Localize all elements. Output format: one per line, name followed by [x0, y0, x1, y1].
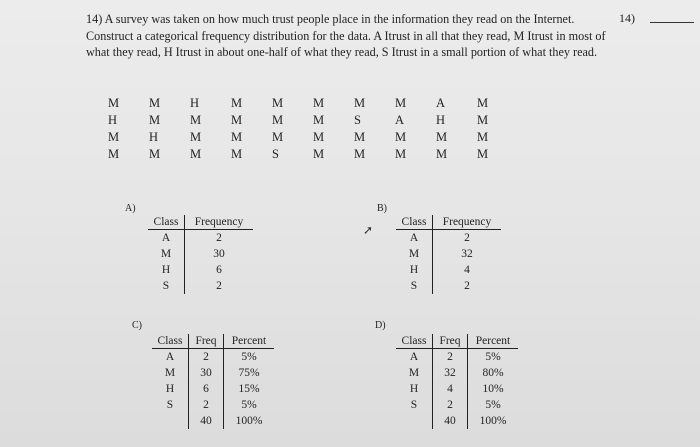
table-cell: H — [152, 381, 189, 397]
table-cell: 2 — [216, 232, 222, 244]
data-cell: M — [149, 96, 161, 110]
column-header: Percent — [468, 334, 519, 349]
table-cell: 2 — [433, 349, 468, 366]
total-cell: 40 — [189, 413, 224, 429]
totals-row — [152, 413, 274, 429]
data-cell: M — [395, 130, 407, 144]
table-cell: S — [148, 278, 185, 294]
data-cell: M — [313, 147, 325, 161]
table-cell: M — [148, 246, 185, 262]
table-cell: 2 — [189, 397, 224, 413]
data-cell: M — [272, 113, 284, 127]
option-d-label[interactable]: D) — [375, 320, 386, 331]
data-cell: M — [354, 147, 366, 161]
table-cell: 5% — [485, 351, 501, 363]
table-cell: M — [152, 365, 189, 381]
total-cell: 40 — [433, 413, 468, 429]
table-cell: H — [148, 262, 185, 278]
data-row — [108, 95, 518, 112]
question-text — [86, 11, 606, 61]
table-row — [152, 397, 274, 413]
data-cell: M — [313, 130, 325, 144]
table-row — [152, 381, 274, 397]
data-cell: M — [477, 96, 489, 110]
total-cell — [396, 413, 433, 429]
data-cell: M — [231, 147, 243, 161]
table-cell: H — [396, 381, 433, 397]
total-cell: 100% — [235, 415, 263, 427]
column-header: Frequency — [185, 215, 254, 230]
table-cell: M — [396, 365, 433, 381]
data-cell: S — [272, 147, 279, 161]
table-row — [148, 278, 253, 294]
table-row — [396, 349, 518, 366]
table-row — [148, 262, 253, 278]
table-cell: 2 — [464, 280, 470, 292]
data-cell: S — [354, 113, 361, 127]
data-cell: M — [436, 147, 448, 161]
table-cell: H — [396, 262, 433, 278]
table-cell: 15% — [238, 383, 260, 395]
data-cell: M — [354, 130, 366, 144]
survey-data-grid — [108, 95, 518, 163]
table-cell: A — [396, 349, 433, 366]
table-cell: 75% — [238, 367, 260, 379]
column-header: Freq — [433, 334, 468, 349]
table-cell: A — [396, 230, 433, 247]
table-row — [396, 278, 501, 294]
table-cell: 6 — [216, 264, 222, 276]
data-cell: M — [477, 147, 489, 161]
table-cell: 2 — [433, 397, 468, 413]
table-cell: S — [396, 278, 433, 294]
table-cell: A — [148, 230, 185, 247]
data-cell: H — [436, 113, 446, 127]
table-cell: 10% — [482, 383, 504, 395]
data-cell: H — [149, 130, 159, 144]
data-cell: M — [149, 113, 161, 127]
option-c-table — [152, 334, 274, 429]
table-cell: S — [152, 397, 189, 413]
table-cell: 5% — [241, 399, 257, 411]
totals-row — [396, 413, 518, 429]
table-cell: 80% — [482, 367, 504, 379]
table-cell: 2 — [189, 349, 224, 366]
column-header: Class — [396, 215, 433, 230]
option-d-table — [396, 334, 518, 429]
data-cell: M — [354, 96, 366, 110]
answer-number: 14) — [619, 11, 635, 25]
data-cell: M — [313, 96, 325, 110]
table-row — [396, 381, 518, 397]
data-cell: A — [395, 113, 405, 127]
data-cell: M — [231, 130, 243, 144]
mouse-cursor-icon: ➚ — [363, 223, 374, 237]
column-header: Percent — [224, 334, 275, 349]
data-cell: M — [108, 96, 120, 110]
data-cell: H — [108, 113, 118, 127]
data-cell: M — [313, 113, 325, 127]
data-cell: M — [108, 147, 120, 161]
question-body: A survey was taken on how much trust people place in the information they read on the Internet. Construct a categorical frequency distribution for the data. A Itrust in all that they read, M Itrust in most of what they read, H Itrust in about one-half of what they read, S Itrust in a small portion of what they read. — [86, 12, 606, 59]
option-b-label[interactable]: B) — [377, 203, 387, 214]
option-b-table — [396, 215, 501, 294]
total-cell: 100% — [479, 415, 507, 427]
table-row — [396, 365, 518, 381]
table-cell: S — [396, 397, 433, 413]
data-cell: M — [395, 96, 407, 110]
data-cell: M — [477, 113, 489, 127]
data-cell: M — [108, 130, 120, 144]
table-cell: 5% — [241, 351, 257, 363]
data-cell: M — [231, 113, 243, 127]
data-cell: M — [190, 113, 202, 127]
answer-blank-line[interactable] — [650, 22, 694, 23]
option-a-label[interactable]: A) — [125, 203, 136, 214]
column-header: Freq — [189, 334, 224, 349]
option-a-table — [148, 215, 253, 294]
column-header: Class — [148, 215, 185, 230]
data-cell: M — [231, 96, 243, 110]
table-row — [148, 230, 253, 247]
table-row — [148, 246, 253, 262]
total-cell — [152, 413, 189, 429]
table-cell: 30 — [213, 248, 225, 260]
data-cell: M — [477, 130, 489, 144]
data-cell: A — [436, 96, 446, 110]
data-cell: M — [149, 147, 161, 161]
table-cell: 4 — [433, 381, 468, 397]
table-row — [396, 246, 501, 262]
table-cell: M — [396, 246, 433, 262]
data-cell: M — [272, 130, 284, 144]
data-cell: M — [190, 147, 202, 161]
table-row — [152, 365, 274, 381]
table-cell: A — [152, 349, 189, 366]
column-header: Class — [396, 334, 433, 349]
table-cell: 30 — [189, 365, 224, 381]
data-cell: M — [436, 130, 448, 144]
table-row — [152, 349, 274, 366]
table-cell: 2 — [464, 232, 470, 244]
column-header: Frequency — [433, 215, 502, 230]
data-row — [108, 112, 518, 129]
table-cell: 5% — [485, 399, 501, 411]
table-cell: 4 — [464, 264, 470, 276]
data-cell: M — [395, 147, 407, 161]
table-cell: 2 — [216, 280, 222, 292]
table-cell: 6 — [189, 381, 224, 397]
data-row — [108, 129, 518, 146]
data-cell: M — [272, 96, 284, 110]
table-cell: 32 — [461, 248, 473, 260]
data-cell: H — [190, 96, 200, 110]
table-cell: 32 — [433, 365, 468, 381]
column-header: Class — [152, 334, 189, 349]
table-row — [396, 262, 501, 278]
question-number: 14) — [86, 12, 103, 26]
option-c-label[interactable]: C) — [132, 320, 142, 331]
data-row — [108, 146, 518, 163]
data-cell: M — [190, 130, 202, 144]
table-row — [396, 397, 518, 413]
table-row — [396, 230, 501, 247]
